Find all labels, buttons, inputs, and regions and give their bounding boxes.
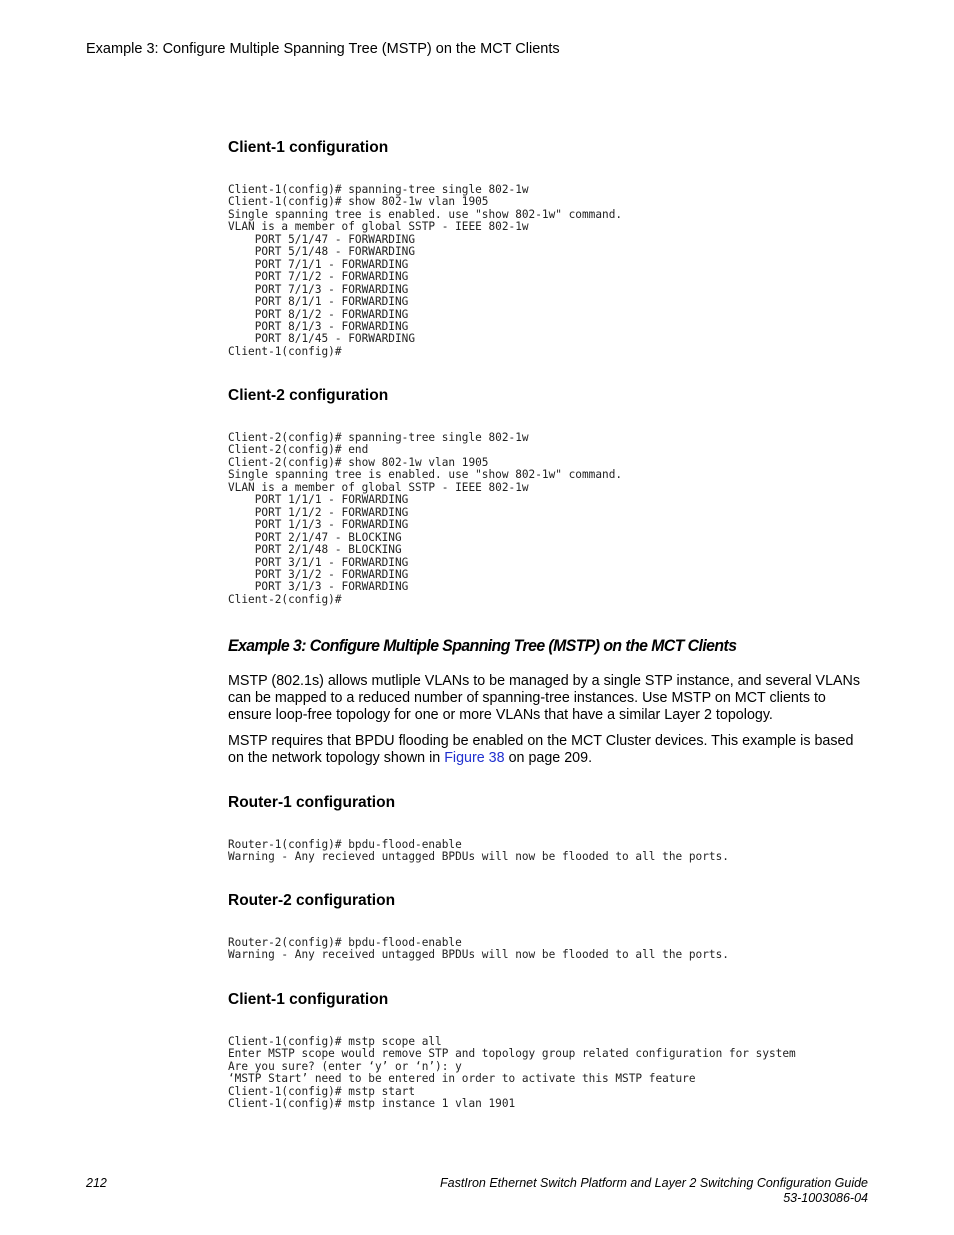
running-header: Example 3: Configure Multiple Spanning Tree (MSTP) on the MCT Clients	[86, 41, 560, 57]
guide-title: FastIron Ethernet Switch Platform and Layer 2 Switching Configuration Guide	[440, 1176, 868, 1190]
router1-config-code: Router-1(config)# bpdu-flood-enable Warning - Any recieved untagged BPDUs will now be flooded to all the ports.	[228, 838, 729, 864]
client1-config-heading: Client-1 configuration	[228, 139, 389, 156]
doc-number: 53-1003086-04	[783, 1191, 868, 1205]
client2-config-heading: Client-2 configuration	[228, 387, 389, 404]
footer-doc-info	[440, 1176, 868, 1206]
mstp-requirement-paragraph	[228, 733, 868, 767]
router2-config-code: Router-2(config)# bpdu-flood-enable Warning - Any received untagged BPDUs will now be flooded to all the ports.	[228, 936, 729, 962]
section-title: Example 3: Configure Multiple Spanning Tree (MSTP) on the MCT Clients	[228, 636, 737, 655]
para2-text: MSTP requires that BPDU flooding be enabled on the MCT Cluster devices. This example is based on the network topology shown in	[228, 733, 854, 766]
para2-tail: on page 209.	[504, 750, 593, 766]
client2-config-code: Client-2(config)# spanning-tree single 802-1w Client-2(config)# end Client-2(config)# show 802-1w vlan 1905 Single spanning tree is enabled. use "show 802-1w" command. VLAN is a member of global SSTP - IEEE 802-1w PORT 1/1/1 - FORWARDING PORT 1/1/2 - FORWARDING PORT 1/1/3 - FORWARDING PORT 2/1/47 - BLOCKING PORT 2/1/48 - BLOCKING PORT 3/1/1 - FORWARDING PORT 3/1/2 - FORWARDING PORT 3/1/3 - FORWARDING Client-2(config)#	[228, 431, 623, 606]
figure-38-link[interactable]: Figure 38	[444, 750, 505, 766]
client1-mstp-code: Client-1(config)# mstp scope all Enter MSTP scope would remove STP and topology group related configuration for system Are you sure? (enter ‘y’ or ‘n’): y ‘MSTP Start’ need to be entered in order to activate this MSTP feature Client-1(config)# mstp start Client-1(config)# mstp instance 1 vlan 1901	[228, 1035, 796, 1111]
router2-config-heading: Router-2 configuration	[228, 892, 396, 909]
client1-mstp-heading: Client-1 configuration	[228, 991, 389, 1008]
client1-config-code: Client-1(config)# spanning-tree single 802-1w Client-1(config)# show 802-1w vlan 1905 Single spanning tree is enabled. use "show 802-1w" command. VLAN is a member of global SSTP - IEEE 802-1w PORT 5/1/47 - FORWARDING PORT 5/1/48 - FORWARDING PORT 7/1/1 - FORWARDING PORT 7/1/2 - FORWARDING PORT 7/1/3 - FORWARDING PORT 8/1/1 - FORWARDING PORT 8/1/2 - FORWARDING PORT 8/1/3 - FORWARDING PORT 8/1/45 - FORWARDING Client-1(config)#	[228, 183, 623, 358]
mstp-intro-paragraph: MSTP (802.1s) allows mutliple VLANs to be managed by a single STP instance, and several VLANs can be mapped to a reduced number of spanning-tree instances. Use MSTP on MCT clients to ensure loop-free topology for one or more VLANs that have a similar Layer 2 topology.	[228, 673, 861, 723]
router1-config-heading: Router-1 configuration	[228, 794, 396, 811]
page-number: 212	[86, 1176, 107, 1190]
